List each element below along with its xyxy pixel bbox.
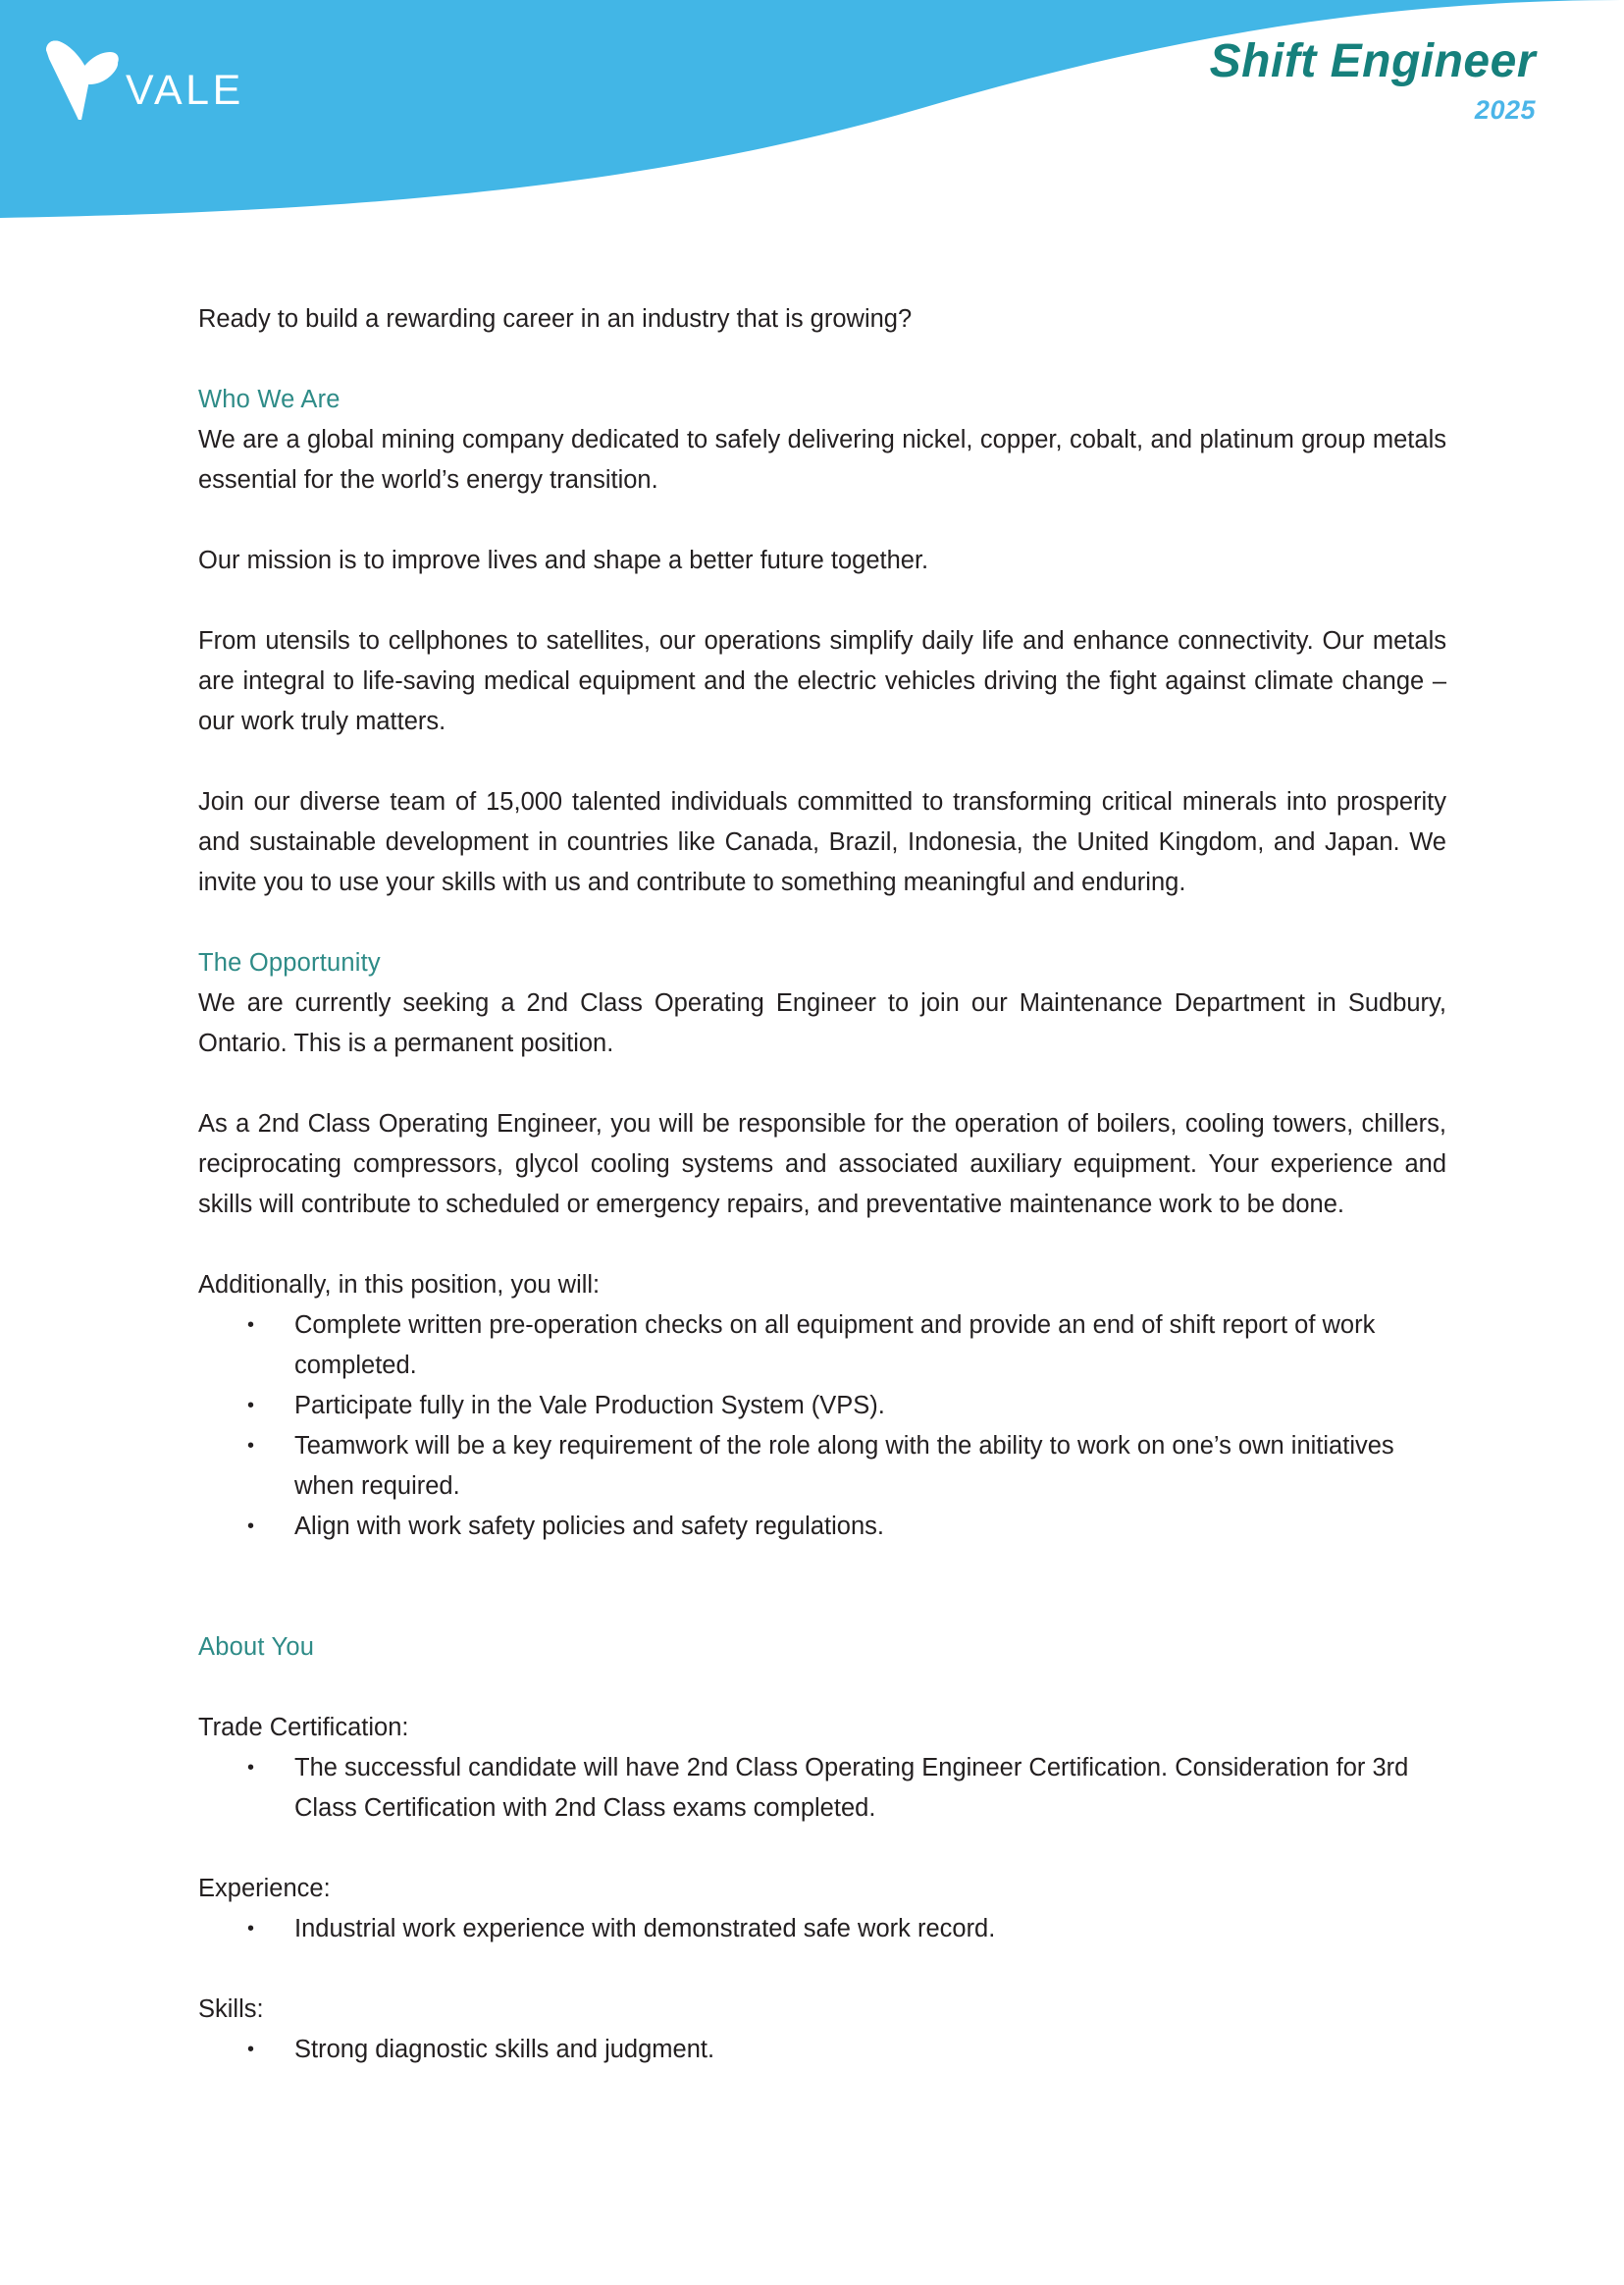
spacer — [198, 1547, 1446, 1627]
list-item: • Teamwork will be a key requirement of the role along with the ability to work on one’s own initiatives when required. — [198, 1426, 1446, 1507]
header-title-block — [1210, 37, 1536, 127]
section-heading-the-opportunity: The Opportunity — [198, 949, 381, 977]
spacer — [198, 501, 1446, 541]
spacer — [198, 903, 1446, 943]
opportunity-list-intro: Additionally, in this position, you will: — [198, 1271, 601, 1299]
opportunity-bullet-list — [198, 1305, 1446, 1547]
spacer — [198, 340, 1446, 380]
who-we-are-paragraph-3: From utensils to cellphones to satellites, our operations simplify daily life and enhance connectivity. Our metals are integral to life-saving medical equipment and the electric vehicles driving the fight against climate change – our work truly matters. — [198, 627, 1446, 735]
who-we-are-paragraph-1: We are a global mining company dedicated to safely delivering nickel, copper, cobalt, and platinum group metals essential for the world’s energy transition. — [198, 426, 1446, 494]
page-header — [0, 0, 1624, 226]
about-you-group-label-skills: Skills: — [198, 1995, 264, 2023]
experience-bullet-list — [198, 1909, 1446, 1949]
section-heading-about-you: About You — [198, 1633, 315, 1661]
intro-paragraph: Ready to build a rewarding career in an industry that is growing? — [198, 305, 913, 333]
spacer — [198, 742, 1446, 782]
who-we-are-paragraph-2: Our mission is to improve lives and shape a better future together. — [198, 547, 929, 574]
who-we-are-paragraph-4: Join our diverse team of 15,000 talented individuals committed to transforming critical minerals into prosperity and sustainable development in countries like Canada, Brazil, Indonesia, the United Kingdom, and Japan. We invite you to use your skills with us and contribute to something meaningful and enduring. — [198, 788, 1446, 896]
spacer — [198, 1064, 1446, 1104]
spacer — [198, 1949, 1446, 1990]
list-item: • Align with work safety policies and safety regulations. — [198, 1507, 1446, 1547]
section-heading-who-we-are: Who We Are — [198, 386, 341, 413]
vale-wordmark: VALE — [126, 66, 244, 114]
spacer — [198, 1225, 1446, 1265]
vale-v-logo-icon — [43, 37, 120, 122]
list-item: • Participate fully in the Vale Production System (VPS). — [198, 1386, 1446, 1426]
trade-certification-bullet-list — [198, 1748, 1446, 1829]
page-year: 2025 — [1474, 95, 1536, 126]
about-you-group-label-experience: Experience: — [198, 1875, 331, 1902]
page-title: Shift Engineer — [1209, 35, 1536, 87]
skills-bullet-list — [198, 2030, 1446, 2070]
list-item: • Complete written pre-operation checks on all equipment and provide an end of shift report of work completed. — [198, 1305, 1446, 1386]
document-body — [198, 299, 1446, 2070]
list-item: • Strong diagnostic skills and judgment. — [198, 2030, 1446, 2070]
vale-logo — [43, 32, 318, 127]
opportunity-paragraph-2: As a 2nd Class Operating Engineer, you will be responsible for the operation of boilers, cooling towers, chillers, reciprocating compressors, glycol cooling systems and associated auxiliary equipment. Your experience and skills will contribute to scheduled or emergency repairs, and preventative maintenance work to be done. — [198, 1110, 1446, 1218]
spacer — [198, 1668, 1446, 1708]
about-you-group-label-trade-certification: Trade Certification: — [198, 1714, 409, 1741]
spacer — [198, 581, 1446, 621]
opportunity-paragraph-1: We are currently seeking a 2nd Class Operating Engineer to join our Maintenance Department in Sudbury, Ontario. This is a permanent position. — [198, 989, 1446, 1057]
list-item: • Industrial work experience with demonstrated safe work record. — [198, 1909, 1446, 1949]
list-item: • The successful candidate will have 2nd Class Operating Engineer Certification. Consideration for 3rd Class Certification with 2nd Class exams completed. — [198, 1748, 1446, 1829]
spacer — [198, 1829, 1446, 1869]
